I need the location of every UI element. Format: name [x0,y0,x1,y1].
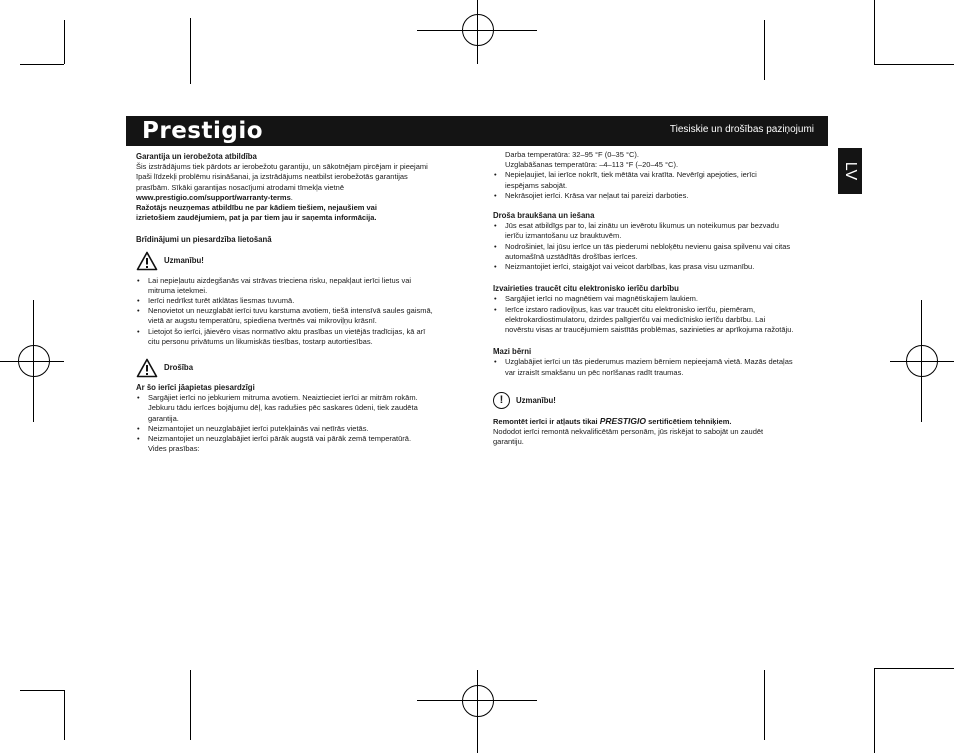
liability-text: izrietošiem zaudējumiem, pat ja par tiem jau ir saņemta informācija. [136,213,377,223]
crop-mark [874,0,875,64]
repair-heading: Remontēt ierīci ir atļauts tikai PRESTIGIO sertificētiem tehniķiem. [493,415,732,426]
attention-heading: Uzmanību! [164,255,204,265]
left-column [136,152,461,454]
registration-mark [477,670,478,753]
list-item: • Sargājiet ierīci no magnētiem vai magnētiskajiem laukiem. [493,294,823,304]
list-item: • Neizmantojiet ierīci, staigājot vai veicot darbības, kas prasa visu uzmanību. [493,262,823,272]
language-label: LV [841,161,859,181]
driving-list [493,221,823,272]
right-column [493,150,823,447]
env-list [493,170,823,201]
driving-heading: Droša braukšana un iešana [493,211,595,221]
attention-list [136,276,461,347]
crop-mark [874,668,875,753]
crop-mark [20,690,64,691]
registration-mark [0,361,64,362]
warnings-heading: Brīdinājumi un piesardzība lietošanā [136,235,272,245]
list-item: • Nenovietot un neuzglabāt ierīci tuvu karstuma avotiem, tiešā intensīvā saules gaismā, vietā ar augstu temperatūru, spiediena tvertnēs vai mikroviļņu krāsnī. [136,306,461,326]
registration-mark [417,700,537,701]
safety-heading: Drošība [164,362,194,372]
attention2-heading: Uzmanību! [516,395,556,405]
attention2-row [493,390,823,412]
children-list [493,357,823,377]
crop-mark [190,670,191,740]
list-item: • Ierīci nedrīkst turēt atklātas liesmas tuvumā. [136,296,461,306]
warning-triangle-icon [136,358,158,378]
safety-list [136,393,461,454]
exclamation-circle-icon: ! [493,392,510,409]
crop-mark [874,668,954,669]
list-item: • Nepieļaujiet, lai ierīce nokrīt, tiek mētāta vai kratīta. Nevērīgi apejoties, ierīci iespējams sabojāt. [493,170,823,190]
list-item: • Neizmantojiet un neuzglabājiet ierīci putekļainās vai netīrās vietās. [136,424,461,434]
list-item: • Jūs esat atbildīgs par to, lai zinātu un ievērotu likumus un noteikumus par bezvadu ierīču izmantošanu uz brauktuvēm. [493,221,823,241]
registration-mark [890,361,954,362]
list-item: • Lai nepieļautu aizdegšanās vai strāvas trieciena risku, nepakļaut ierīci lietus vai mitruma ietekmei. [136,276,461,296]
attention-row [136,250,461,272]
registration-mark [417,30,537,31]
prestigio-brand-text: PRESTIGIO [599,415,647,426]
list-item: • Neizmantojiet un neuzglabājiet ierīci pārāk augstā vai pārāk zemā temperatūrā. Vides prasības: [136,434,461,454]
crop-mark [64,690,65,740]
crop-mark [20,64,64,65]
warranty-text: īpaši līdzekļi problēmu risināšanai, ja izstrādājums neatbilst ierobežotās garantijas [136,172,408,182]
env-text: Uzglabāšanas temperatūra: –4–113 °F (–20–45 °C). [505,160,679,170]
list-item: • Uzglabājiet ierīci un tās piederumus maziem bērniem nepieejamā vietā. Mazās detaļas var izraisīt smakšanu un pēc norīšanas radīt traumas. [493,357,823,377]
list-item: • Lietojot šo ierīci, jāievēro visas normatīvo aktu prasības un vietējās tradīcijas, kā arī citu personu privātums un likumiskās tiesības, tostarp autortiesības. [136,327,461,347]
warning-triangle-icon [136,251,158,271]
warranty-heading: Garantija un ierobežota atbildība [136,152,257,161]
interference-list [493,294,823,335]
list-item: • Ierīce izstaro radioviļņus, kas var traucēt citu elektronisko ierīču, piemēram, elektrokardiostimulatoru, dzirdes palīgierīču vai medicīnisko ierīču darbību. Lai novērstu visas ar traucējumiem saistītās problēmas, sazinieties ar aprīkojuma ražotāju. [493,305,823,336]
crop-mark [64,20,65,64]
liability-text: Ražotājs neuzņemas atbildību ne par kādiem tiešiem, nejaušiem vai [136,203,377,213]
list-item: • Nekrāsojiet ierīci. Krāsa var neļaut tai pareizi darboties. [493,191,823,201]
warranty-url-link[interactable]: www.prestigio.com/support/warranty-terms [136,192,291,202]
list-item: • Sargājiet ierīci no jebkuriem mitruma avotiem. Neaiztieciet ierīci ar mitrām rokām. Jebkuru tādu ierīces bojājumu dēļ, kas radušies pēc saskares ūdeni, tiek zaudēta garantija. [136,393,461,424]
crop-mark [190,64,191,84]
page-title: Tiesiskie un drošības paziņojumi [669,124,814,135]
warranty-text: Šis izstrādājums tiek pārdots ar ierobežotu garantiju, un sākotnējam pircējam ir pieejami [136,162,428,172]
warranty-text: prasībām. Sīkāki garantijas nosacījumi atrodami tīmekļa vietnē [136,182,345,192]
crop-mark [190,18,191,64]
list-item: • Nodrošiniet, lai jūsu ierīce un tās piederumi nebloķētu nevienu gaisa spilvenu vai citas automašīnā uzstādītās drošības ierīces. [493,242,823,262]
prestigio-logo: Prestigio [142,118,264,144]
safety-row [136,357,461,379]
warranty-url-line: www.prestigio.com/support/warranty-terms. [136,192,293,202]
crop-mark [764,670,765,740]
env-text: Darba temperatūra: 32–95 °F (0–35 °C). [505,150,639,159]
repair-text: garantiju. [493,437,524,447]
children-heading: Mazi bērni [493,347,532,357]
interference-heading: Izvairieties traucēt citu elektronisko ierīču darbību [493,284,679,294]
crop-mark [764,20,765,80]
crop-mark [874,64,954,65]
registration-mark [462,685,494,717]
repair-text: Nododot ierīci remontā nekvalificētām personām, jūs riskējat to sabojāt un zaudēt [493,427,764,437]
safety-subheading: Ar šo ierīci jāapietas piesardzīgi [136,383,255,393]
registration-mark [477,0,478,64]
